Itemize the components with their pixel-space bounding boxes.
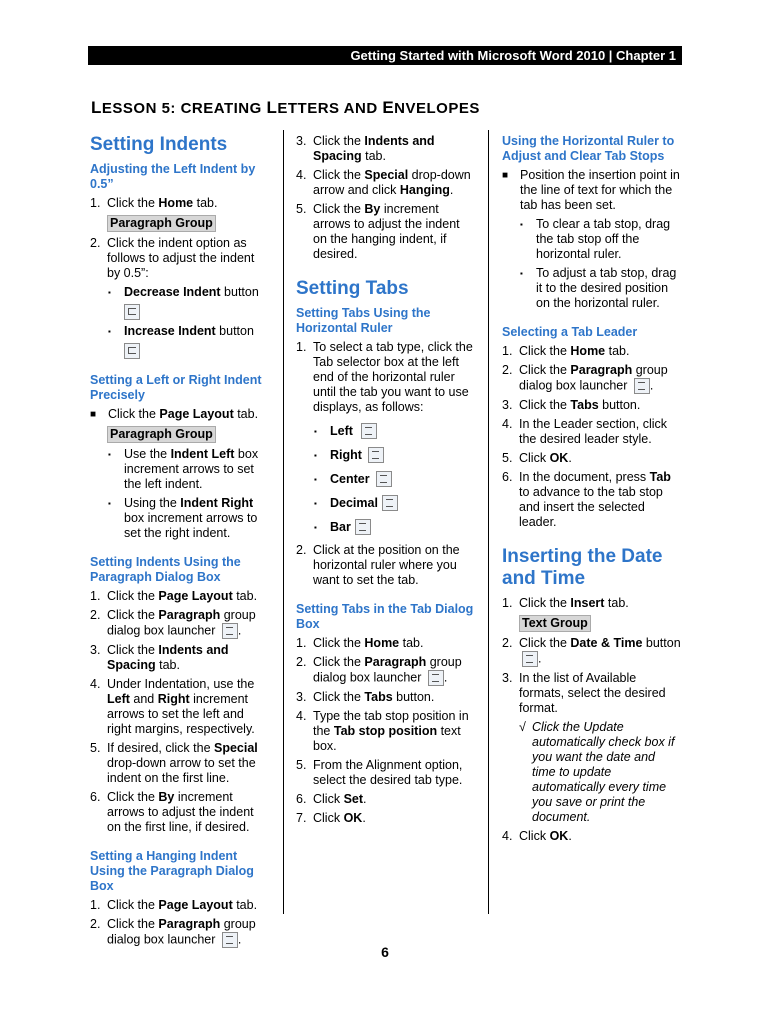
- step: 5. Click the By increment arrows to adjust the indent on the hanging indent, if desired.: [296, 202, 460, 261]
- step: 1. Click the Insert tab.: [502, 596, 629, 610]
- subhead-ruler-tab-stops: Using the Horizontal Ruler to Adjust and Clear Tab Stops: [502, 134, 675, 163]
- step: 3. Click the Indents and Spacing tab.: [90, 643, 229, 672]
- decrease-indent-icon: [124, 304, 140, 320]
- bullet-increase-indent: ▪ Increase Indent button: [108, 324, 270, 359]
- text-group-label: Text Group: [519, 615, 591, 632]
- lesson-title-part: L: [91, 98, 102, 117]
- column-divider: [283, 130, 284, 914]
- increase-indent-icon: [124, 343, 140, 359]
- lesson-title: [91, 98, 480, 118]
- paragraph-group-label: Paragraph Group: [107, 215, 216, 232]
- step: 3. Click the Indents and Spacing tab.: [296, 134, 435, 163]
- step: 4. Click OK.: [502, 829, 572, 843]
- dialog-launcher-icon: [428, 670, 444, 686]
- lesson-title-part: REATING: [191, 100, 267, 117]
- tab-type-bar: ▪ Bar: [314, 519, 476, 535]
- step: 2. Click the Paragraph group dialog box launcher .: [502, 363, 668, 393]
- step: 7. Click OK.: [296, 811, 366, 825]
- step: 2. Click the Date & Time button .: [502, 636, 681, 666]
- step: 6. Click the By increment arrows to adjust the indent on the first line, if desired.: [90, 790, 254, 834]
- tab-type-left: ▪ Left: [314, 423, 476, 439]
- subhead-left-indent: Adjusting the Left Indent by 0.5”: [90, 162, 256, 191]
- step: 2. Click the Paragraph group dialog box launcher .: [90, 917, 256, 947]
- step: 3. In the list of Available formats, select the desired format.: [502, 671, 666, 715]
- step: 2. Click at the position on the horizontal ruler where you want to set the tab.: [296, 543, 460, 587]
- step: 1. Click the Page Layout tab.: [90, 898, 258, 912]
- step: 1. To select a tab type, click the Tab selector box at the left end of the horizontal ruler until the tab you want to use displays, as follows:: [296, 340, 473, 414]
- step: 1. Click the Home tab.: [502, 344, 630, 358]
- left-tab-icon: [361, 423, 377, 439]
- bullet: ▪ Using the Indent Right box increment arrows to set the right indent.: [108, 496, 258, 540]
- section-title-setting-indents: Setting Indents: [90, 134, 228, 155]
- step: 4. Click the Special drop-down arrow and click Hanging.: [296, 168, 471, 197]
- dialog-launcher-icon: [634, 378, 650, 394]
- step: 1. Click the Home tab.: [90, 196, 218, 210]
- subhead-tab-leader: Selecting a Tab Leader: [502, 325, 638, 339]
- bullet-decrease-indent: ▪ Decrease Indent button: [108, 285, 270, 320]
- page-number: 6: [381, 944, 389, 960]
- chapter-header-bar: [88, 46, 682, 65]
- step: 4. Type the tab stop position in the Tab stop position text box.: [296, 709, 469, 753]
- column-2: [296, 134, 476, 830]
- date-time-icon: [522, 651, 538, 667]
- tab-type-decimal: ▪ Decimal: [314, 495, 476, 511]
- step: 4. Under Indentation, use the Left and Right increment arrows to set the left and right margins, respectively.: [90, 677, 255, 736]
- bullet: ▪ To clear a tab stop, drag the tab stop off the horizontal ruler.: [520, 217, 671, 261]
- step: 5. From the Alignment option, select the desired tab type.: [296, 758, 463, 787]
- step: 1. Click the Home tab.: [296, 636, 424, 650]
- column-divider: [488, 130, 489, 914]
- bullet: ▪ To adjust a tab stop, drag it to the desired position on the horizontal ruler.: [520, 266, 677, 310]
- lesson-title-part: L: [266, 98, 278, 117]
- section-title-setting-tabs: Setting Tabs: [296, 278, 409, 299]
- step: 5. Click OK.: [502, 451, 572, 465]
- subhead-left-right-indent: Setting a Left or Right Indent Precisely: [90, 373, 262, 402]
- bullet: ■ Click the Page Layout tab.: [90, 407, 259, 421]
- tab-type-center: ▪ Center: [314, 471, 476, 487]
- lesson-title-part: E: [382, 98, 395, 117]
- step: 5. If desired, click the Special drop-down arrow to set the indent on the first line.: [90, 741, 258, 785]
- column-3: [502, 134, 682, 848]
- bullet: ■ Position the insertion point in the line of text for which the tab has been set.: [502, 168, 680, 212]
- right-tab-icon: [368, 447, 384, 463]
- step: 3. Click the Tabs button.: [296, 690, 435, 704]
- step: 2. Click the Paragraph group dialog box launcher .: [90, 608, 256, 638]
- lesson-title-part: ESSON: [101, 100, 162, 117]
- subhead-tab-dialog: Setting Tabs in the Tab Dialog Box: [296, 602, 474, 631]
- section-title-date-time: Inserting the Date and Time: [502, 546, 663, 589]
- note: √ Click the Update automatically check box if you want the date and time to update automatically every time you save or print the document.: [519, 720, 675, 824]
- paragraph-group-label: Paragraph Group: [107, 426, 216, 443]
- column-1: [90, 134, 270, 952]
- tab-type-right: ▪ Right: [314, 447, 476, 463]
- step: 4. In the Leader section, click the desired leader style.: [502, 417, 667, 446]
- dialog-launcher-icon: [222, 623, 238, 639]
- lesson-title-part: 5: C: [161, 100, 192, 117]
- bullet: ▪ Use the Indent Left box increment arrows to set the left indent.: [108, 447, 259, 491]
- step: 2. Click the Paragraph group dialog box launcher .: [296, 655, 462, 685]
- step: 6. In the document, press Tab to advance to the tab stop and insert the selected leader.: [502, 470, 671, 529]
- lesson-title-part: NVELOPES: [394, 100, 480, 117]
- subhead-tabs-ruler: Setting Tabs Using the Horizontal Ruler: [296, 306, 431, 335]
- center-tab-icon: [376, 471, 392, 487]
- chapter-header-text: Getting Started with Microsoft Word 2010 | Chapter 1: [350, 48, 676, 63]
- step: 6. Click Set.: [296, 792, 367, 806]
- subhead-hanging-indent: Setting a Hanging Indent Using the Paragraph Dialog Box: [90, 849, 254, 893]
- check-mark-icon: √: [519, 720, 526, 734]
- bar-tab-icon: [355, 519, 371, 535]
- step: 3. Click the Tabs button.: [502, 398, 641, 412]
- subhead-paragraph-dialog: Setting Indents Using the Paragraph Dialog Box: [90, 555, 241, 584]
- decimal-tab-icon: [382, 495, 398, 511]
- step: 2. Click the indent option as follows to adjust the indent by 0.5”:: [90, 236, 255, 280]
- lesson-title-part: ETTERS AND: [277, 100, 383, 117]
- step: 1. Click the Page Layout tab.: [90, 589, 258, 603]
